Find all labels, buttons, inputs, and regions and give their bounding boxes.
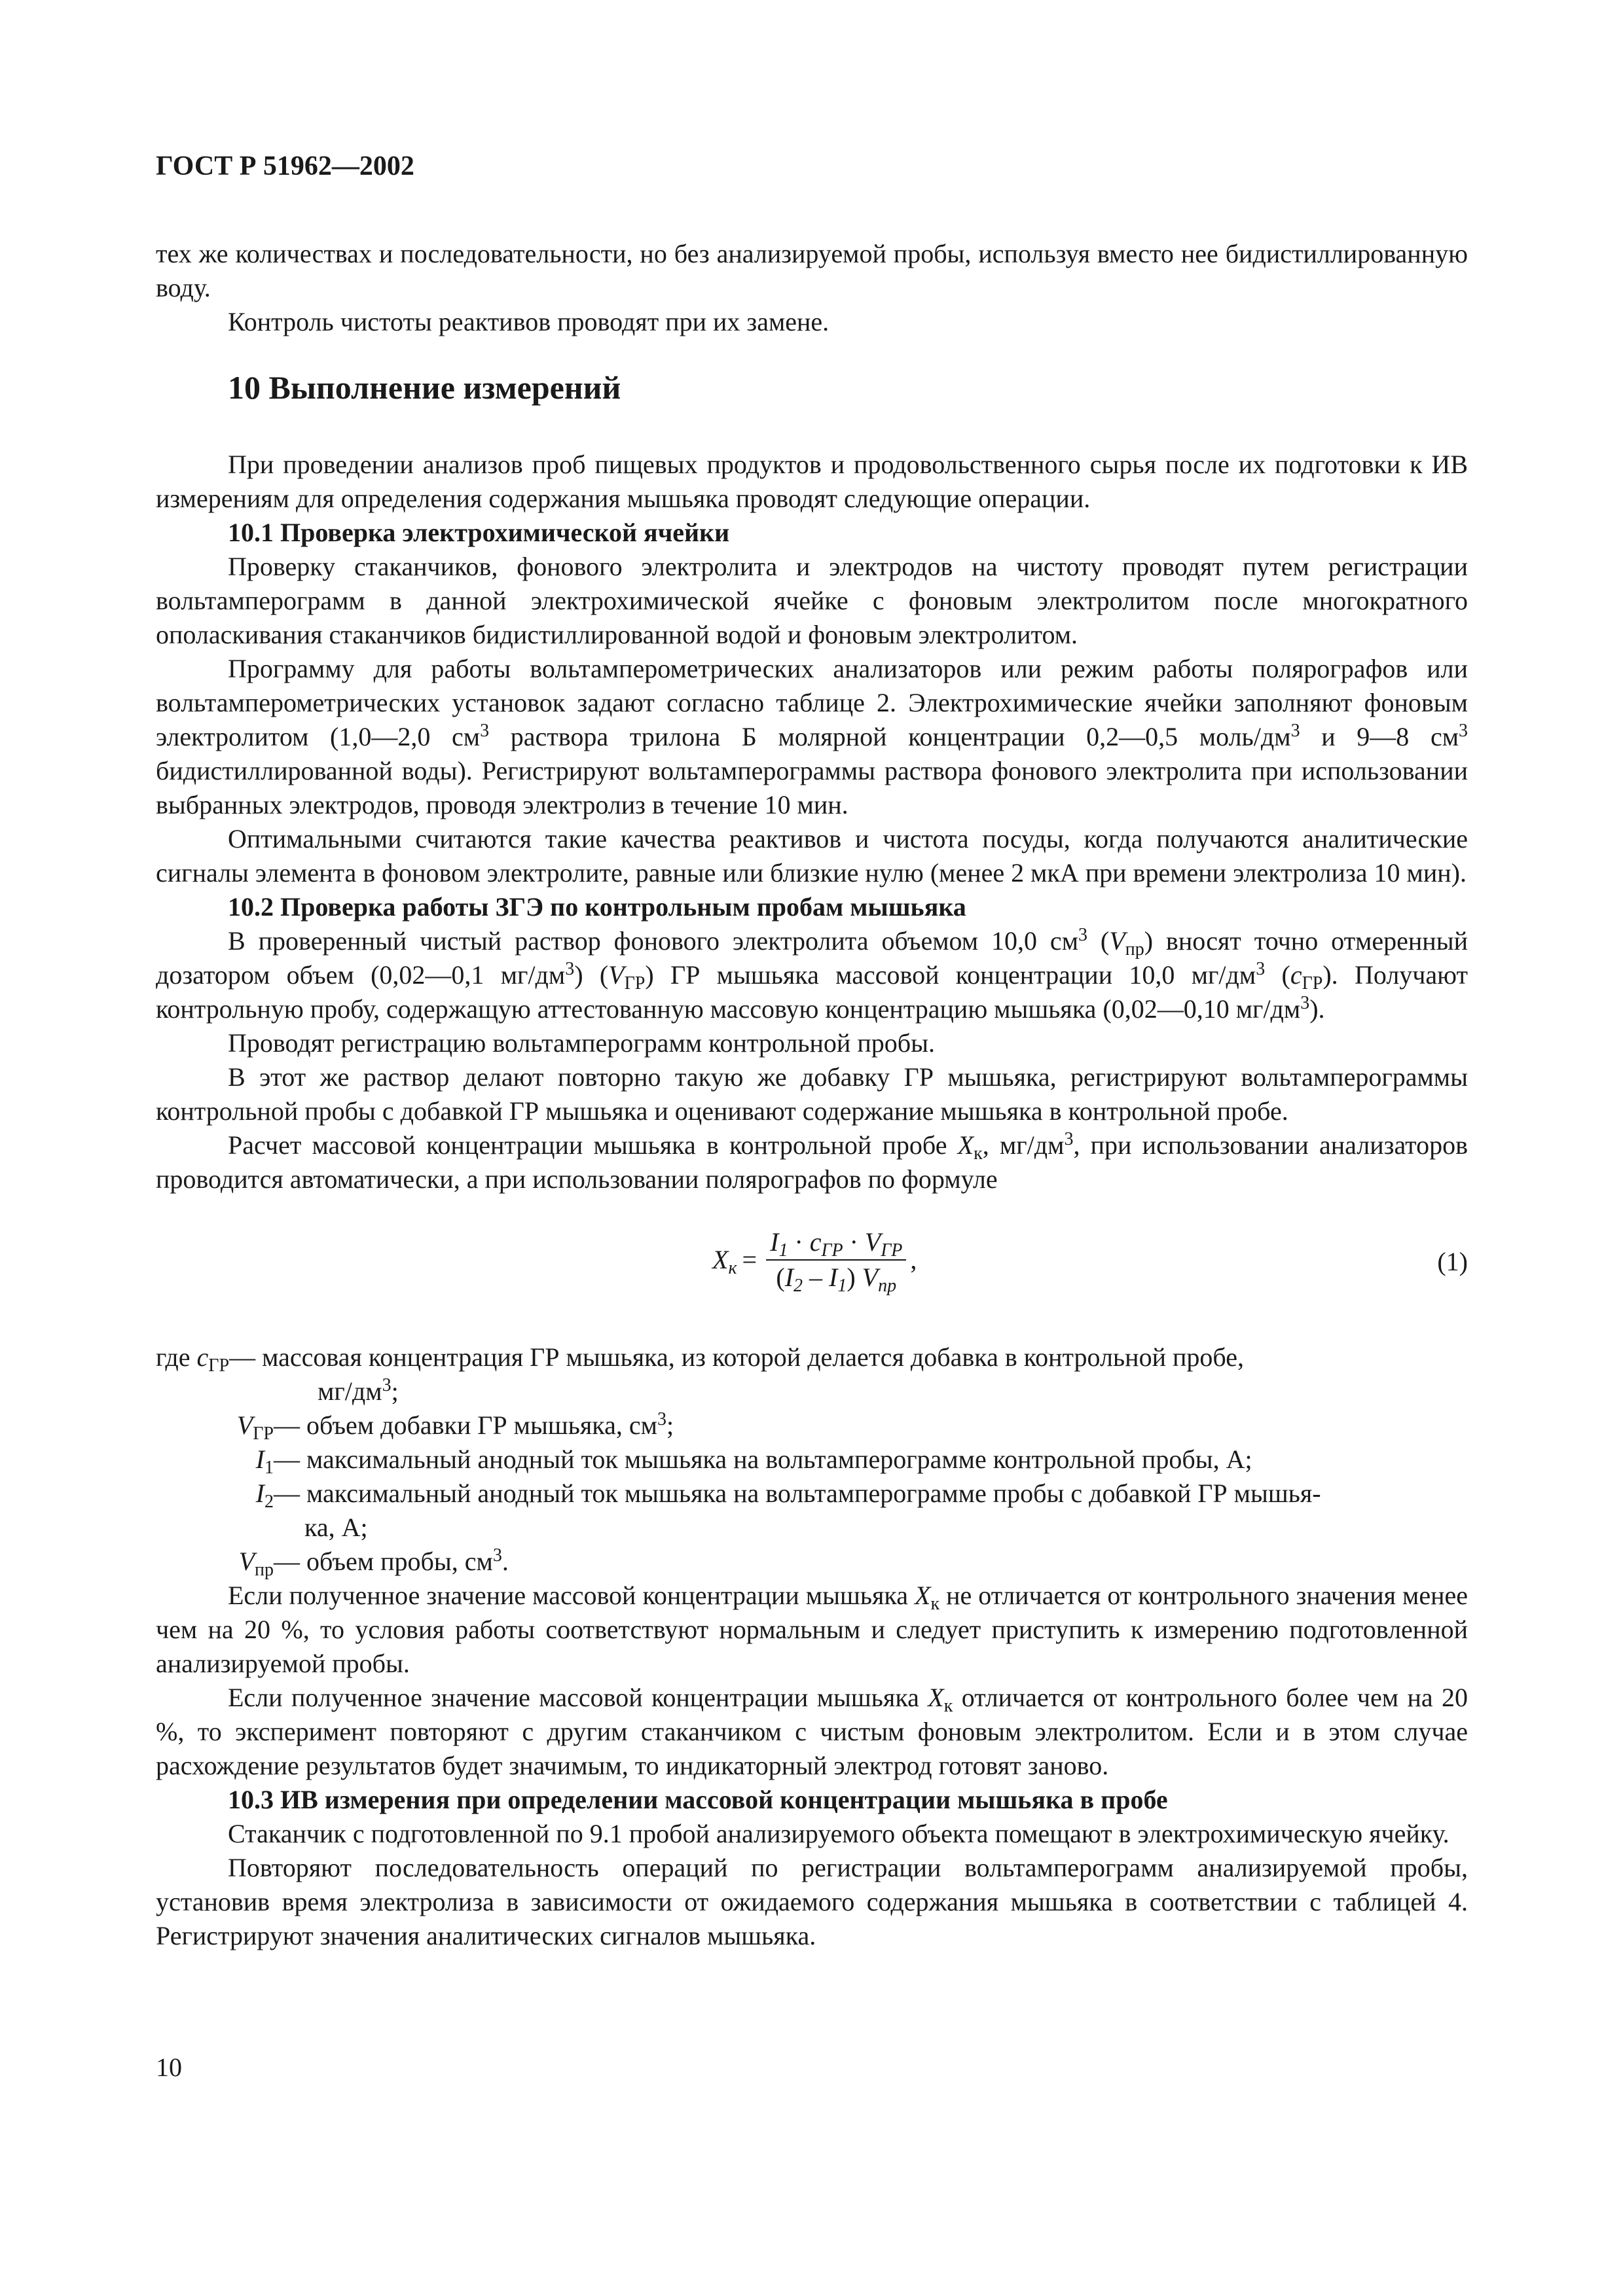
formula-fraction: [766, 1227, 906, 1296]
paragraph: Стаканчик с подготовленной по 9.1 пробой анализируемого объекта помещают в электрохимическую ячейку.: [228, 1819, 1450, 1848]
paragraph: В этот же раствор делают повторно такую же добавку ГР мышьяка, регистрируют вольтамперограммы контрольной пробы с добавкой ГР мышьяка и оценивают содержание мышьяка в контрольной пробе.: [156, 1062, 1468, 1126]
paragraph: тех же количествах и последовательности, но без анализируемой пробы, используя вместо нее бидистиллированную воду.: [156, 239, 1468, 302]
paragraph: Проводят регистрацию вольтамперограмм контрольной пробы.: [228, 1028, 935, 1058]
section-heading: 10 Выполнение измерений: [228, 369, 621, 406]
paragraph: Оптимальными считаются такие качества реактивов и чистота посуды, когда получаются аналитические сигналы элемента в фоновом электролите, равные или близкие нулю (менее 2 мкА при времени электролиза 10 мин).: [156, 824, 1468, 888]
paragraph: Если полученное значение массовой концентрации мышьяка $X_к$ отличается от контрольного более чем на 20 %, то эксперимент повторяют с другим стаканчиком с чистым фоновым электролитом. Если и в этом случае расхождение результатов будет значимым, то индикаторный электрод готовят заново.: [156, 1683, 1468, 1780]
formula-denominator: $(I_2 - I_1)$ $V_{пр}$: [776, 1263, 897, 1296]
paragraph: Повторяют последовательность операций по регистрации вольтамперограмм анализируемой пробы, установив время электролиза в зависимости от ожидаемого содержания мышьяка в соответствии с таблицей 4. Регистрируют значения аналитических сигналов мышьяка.: [156, 1853, 1468, 1950]
paragraph: Контроль чистоты реактивов проводят при их замене.: [228, 307, 830, 336]
formula: [712, 1227, 917, 1296]
document-code: ГОСТ Р 51962—2002: [156, 151, 414, 181]
where-item: где $c_{ГР}$ — массовая концентрация ГР мышьяка, из которой делается добавка в контрольной пробе, $мг/дм^3$;: [156, 1342, 1244, 1406]
where-item: $V_{пр}$ — объем пробы, $см^3$.: [238, 1545, 509, 1580]
equation-number: (1): [1437, 1247, 1468, 1276]
paragraph: Расчет массовой концентрации мышьяка в контрольной пробе $X_к$, $мг/дм^3$, при использовании анализаторов проводится автоматически, а при использовании полярографов по формуле: [156, 1129, 1468, 1194]
formula-numerator: $I_1 \cdot c_{ГР} \cdot V_{ГР}$: [766, 1227, 906, 1261]
paragraph: В проверенный чистый раствор фонового электролита объемом 10,0 $см^3$ $(V_{пр})$ вносят точно отмеренный дозатором объем (0,02—0,1 $мг/дм^3$) $(V_{ГР})$ ГР мышьяка массовой концентрации 10,0 $мг/дм^3$ $(c_{ГР})$. Получают контрольную пробу, содержащую аттестованную массовую концентрацию мышьяка (0,02—0,10 $мг/дм^3$).: [156, 925, 1468, 1024]
formula-lhs: $X_к$: [712, 1245, 737, 1278]
where-item: $V_{ГР}$ — объем добавки ГР мышьяка, $см^3$;: [236, 1409, 674, 1444]
where-item: $I_2$ — максимальный анодный ток мышьяка на вольтамперограмме пробы с добавкой ГР мышья- ка, А;: [255, 1479, 1321, 1542]
formula-equals: =: [742, 1245, 757, 1274]
where-list: [156, 1340, 1468, 1579]
document-page: [156, 149, 1468, 1953]
page-number: 10: [156, 2053, 182, 2082]
subsection-heading: 10.2 Проверка работы ЗГЭ по контрольным пробам мышьяка: [228, 892, 966, 922]
paragraph: Проверку стаканчиков, фонового электролита и электродов на чистоту проводят путем регистрации вольтамперограмм в данной электрохимической ячейке с фоновым электролитом после многократного ополаскивания стаканчиков бидистиллированной водой и фоновым электролитом.: [156, 552, 1468, 649]
formula-comma: ,: [910, 1245, 917, 1274]
where-item: $I_1$ — максимальный анодный ток мышьяка на вольтамперограмме контрольной пробы, А;: [255, 1444, 1252, 1478]
paragraph: Программу для работы вольтамперометрических анализаторов или режим работы полярографов или вольтамперометрических установок задают согласно таблице 2. Электрохимические ячейки заполняют фоновым электролитом (1,0—2,0 $см^3$ раствора трилона Б молярной концентрации 0,2—0,5 моль/$дм^3$ и 9—8 $см^3$ бидистиллированной воды). Регистрируют вольтамперограммы раствора фонового электролита при использовании выбранных электродов, проводя электролиз в течение 10 мин.: [156, 654, 1468, 819]
subsection-heading: 10.3 ИВ измерения при определении массовой концентрации мышьяка в пробе: [228, 1785, 1168, 1814]
paragraph: Если полученное значение массовой концентрации мышьяка $X_к$ не отличается от контрольного значения менее чем на 20 %, то условия работы соответствуют нормальным и следует приступить к измерению подготовленной анализируемой пробы.: [156, 1581, 1468, 1678]
formula-block: [156, 1220, 1468, 1312]
paragraph: При проведении анализов проб пищевых продуктов и продовольственного сырья после их подготовки к ИВ измерениям для определения содержания мышьяка проводят следующие операции.: [156, 450, 1468, 513]
subsection-heading: 10.1 Проверка электрохимической ячейки: [228, 518, 730, 547]
